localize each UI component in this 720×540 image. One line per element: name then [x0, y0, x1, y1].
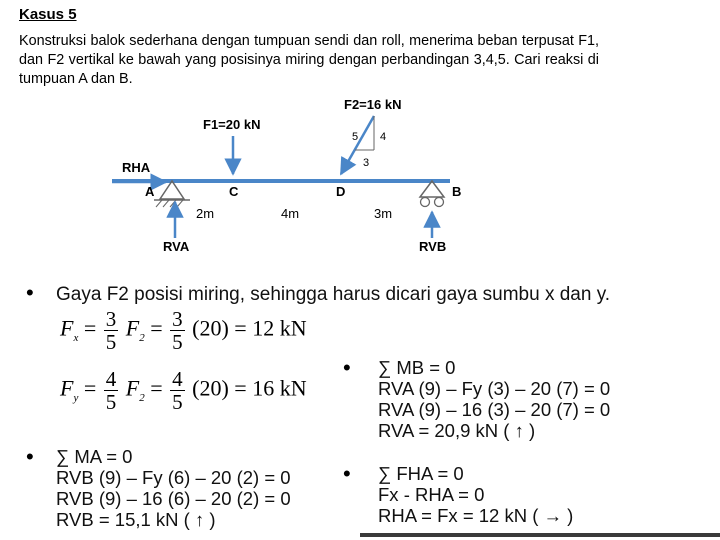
- fy-lhs: F: [60, 375, 74, 401]
- fy-lhs-sub: y: [73, 391, 79, 404]
- fy-fraction-2: $\frac{4}{5}$: [172, 367, 183, 414]
- bullet-dot: •: [26, 444, 34, 469]
- node-b-label: B: [452, 184, 462, 199]
- bottom-divider: [360, 533, 720, 537]
- sum-mb-line: RVA (9) – Fy (3) – 20 (7) = 0: [378, 378, 611, 399]
- sum-mb-line: ∑ MB = 0: [378, 357, 456, 378]
- sum-fh-line: Fx - RHA = 0: [378, 484, 485, 505]
- dim-cd-label: 4m: [281, 206, 300, 221]
- bullet-dot: •: [343, 461, 351, 486]
- sum-mb-line: RVA (9) – 16 (3) – 20 (7) = 0: [378, 399, 611, 420]
- problem-statement: Konstruksi balok sederhana dengan tumpuan sendi dan roll, menerima beban terpusat F1, dan F2 vertikal ke bawah yang posisinya miring dengan perbandingan 3,4,5. Cari reaksi di tumpuan A dan B.: [19, 33, 599, 87]
- sum-ma-line: RVB (9) – 16 (6) – 20 (2) = 0: [56, 488, 291, 509]
- fx-fraction-2: $\frac{3}{5}$: [172, 307, 183, 354]
- f2-label: F2=16 kN: [344, 97, 402, 112]
- dim-ac-label: 2m: [196, 206, 215, 221]
- sum-fh-line: RHA = Fx = 12 kN ( → ): [378, 505, 574, 526]
- slope-label-4: 4: [380, 131, 387, 143]
- roller-support-b: [420, 181, 444, 207]
- node-d-label: D: [336, 184, 346, 199]
- slope-label-3: 3: [363, 157, 370, 169]
- bullet-dot: •: [343, 355, 351, 380]
- sum-mb-block: [378, 357, 610, 441]
- fx-fraction-1: $\frac{3}{5}$: [105, 307, 117, 354]
- slope-label-5: 5: [352, 131, 359, 143]
- fx-term-sub: 2: [139, 331, 145, 344]
- fx-lhs: F: [60, 315, 74, 341]
- bullet-dot: •: [26, 280, 34, 305]
- node-c-label: C: [229, 184, 239, 199]
- rha-label: RHA: [122, 160, 151, 175]
- sum-ma-block: [56, 446, 291, 530]
- fy-fraction-1: $\frac{4}{5}$: [105, 367, 117, 414]
- fy-rhs: (20) = 16 kN: [192, 375, 307, 401]
- pin-support-a: [154, 181, 190, 207]
- fx-formula: $F_x$ = $\frac{3}{5}$ $F_2$ = $\frac{3}{5}$ (20) = 12 kN: [60, 307, 307, 354]
- sum-fh-line: ∑ FHA = 0: [378, 463, 464, 484]
- fy-term-sub: 2: [139, 391, 145, 404]
- fy-formula: $F_y$ = $\frac{4}{5}$ $F_2$ = $\frac{4}{5}$ (20) = 16 kN: [60, 367, 307, 414]
- fy-term: F: [125, 375, 140, 401]
- f1-label: F1=20 kN: [203, 117, 261, 132]
- dim-db-label: 3m: [374, 206, 393, 221]
- fx-lhs-sub: x: [73, 331, 79, 344]
- rva-label: RVA: [163, 239, 190, 254]
- sum-mb-line: RVA = 20,9 kN ( ↑ ): [378, 420, 536, 441]
- node-a-label: A: [145, 184, 155, 199]
- sum-ma-line: ∑ MA = 0: [56, 446, 133, 467]
- rvb-label: RVB: [419, 239, 447, 254]
- fx-term: F: [125, 315, 140, 341]
- bullet-intro-text: Gaya F2 posisi miring, sehingga harus dicari gaya sumbu x dan y.: [56, 284, 611, 305]
- sum-ma-line: RVB (9) – Fy (6) – 20 (2) = 0: [56, 467, 291, 488]
- sum-ma-line: RVB = 15,1 kN ( ↑ ): [56, 509, 216, 530]
- fx-rhs: (20) = 12 kN: [192, 315, 307, 341]
- sum-fh-block: [378, 463, 573, 526]
- case-title: Kasus 5: [19, 6, 77, 23]
